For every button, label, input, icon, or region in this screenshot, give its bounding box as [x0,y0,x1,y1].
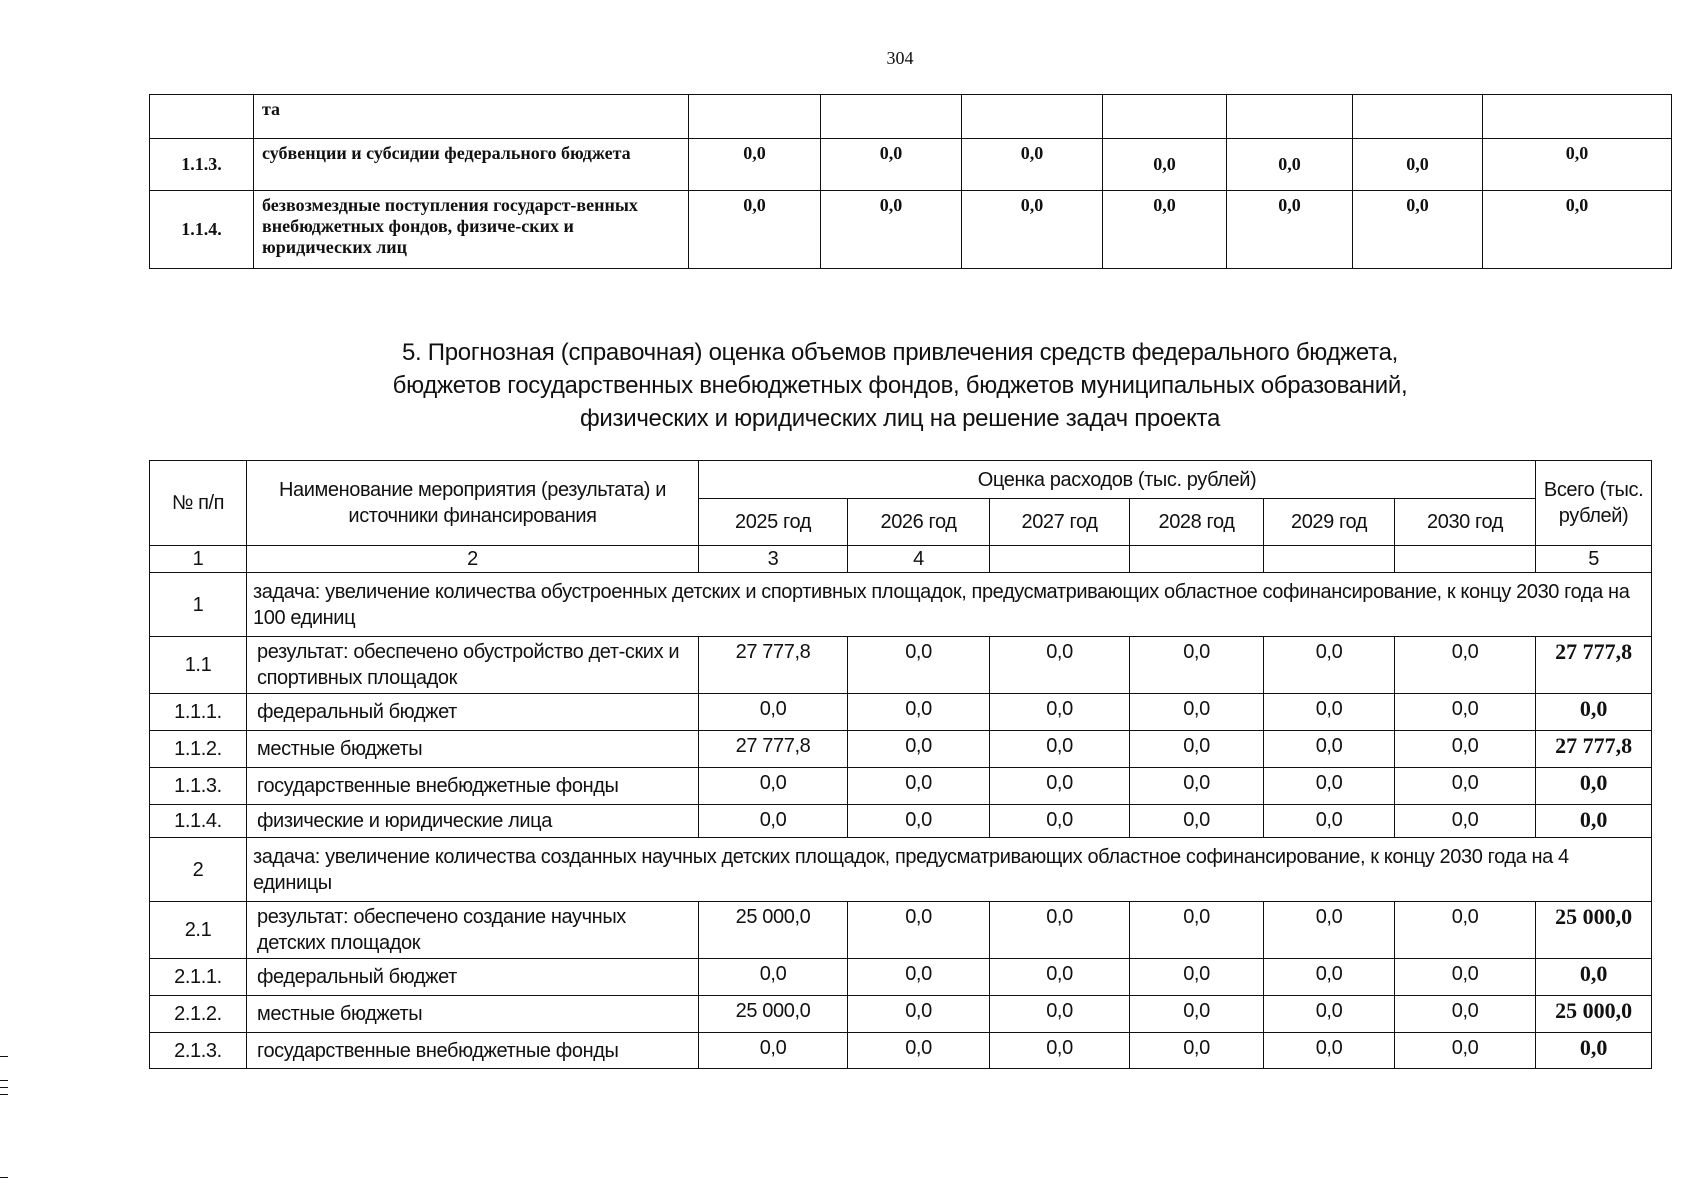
value-cell: 0,0 [848,731,990,768]
row-name: физические и юридические лица [247,805,699,838]
value-cell [1483,95,1672,139]
value-cell: 0,0 [689,191,821,269]
value-cell: 0,0 [1264,768,1395,805]
row-name: субвенции и субсидии федерального бюджета [254,139,689,191]
page-number: 304 [886,48,914,68]
row-number: 2.1.3. [150,1033,247,1069]
value-cell: 0,0 [1395,902,1536,959]
row-name: местные бюджеты [247,731,699,768]
value-cell: 0,0 [848,902,990,959]
total-cell: 27 777,8 [1536,637,1652,694]
funding-table [149,460,1652,1069]
value-cell: 0,0 [962,191,1103,269]
value-cell: 0,0 [990,996,1130,1033]
task-row [150,838,1652,902]
header-year: 2029 год [1264,499,1395,546]
task-text: задача: увеличение количества обустроенных детских и спортивных площадок, предусматривающих областное софинансирование, к концу 2030 года на 100 единиц [247,573,1652,637]
value-cell: 0,0 [990,768,1130,805]
value-cell: 0,0 [990,694,1130,731]
index-cell [1395,546,1536,573]
value-cell: 0,0 [689,139,821,191]
value-cell [1103,95,1227,139]
table-row [150,805,1652,838]
value-cell: 0,0 [1395,768,1536,805]
value-cell: 0,0 [1395,996,1536,1033]
value-cell [1227,95,1353,139]
value-cell: 0,0 [848,637,990,694]
value-cell: 0,0 [1130,1033,1264,1069]
value-cell: 25 000,0 [699,996,848,1033]
value-cell [689,95,821,139]
table-row [150,1033,1652,1069]
index-cell [1130,546,1264,573]
value-cell: 0,0 [1264,902,1395,959]
index-cell: 3 [699,546,848,573]
total-cell: 0,0 [1536,694,1652,731]
total-cell: 0,0 [1536,1033,1652,1069]
table-row [150,637,1652,694]
row-number: 1.1.3. [150,139,254,191]
value-cell: 0,0 [1395,805,1536,838]
total-cell: 27 777,8 [1536,731,1652,768]
task-row [150,573,1652,637]
row-number [150,95,254,139]
row-name: государственные внебюджетные фонды [247,768,699,805]
value-cell: 0,0 [1130,805,1264,838]
table-row [150,959,1652,996]
row-number: 1.1.1. [150,694,247,731]
header-year: 2027 год [990,499,1130,546]
value-cell: 0,0 [699,768,848,805]
row-name: федеральный бюджет [247,959,699,996]
table-row [150,139,1672,191]
value-cell: 0,0 [990,637,1130,694]
value-cell: 0,0 [1227,191,1353,269]
value-cell: 25 000,0 [699,902,848,959]
value-cell: 0,0 [990,1033,1130,1069]
value-cell: 0,0 [1264,731,1395,768]
row-name: безвозмездные поступления государст-венных внебюджетных фондов, физиче-ских и юридических лиц [254,191,689,269]
value-cell: 0,0 [1264,637,1395,694]
value-cell: 0,0 [848,694,990,731]
value-cell: 0,0 [1264,805,1395,838]
index-cell: 4 [848,546,990,573]
section-title-line: 5. Прогнозная (справочная) оценка объемов привлечения средств федерального бюджета, [401,339,1398,366]
value-cell: 0,0 [848,959,990,996]
margin-mark [0,1080,8,1081]
table-row [150,996,1652,1033]
value-cell: 0,0 [699,805,848,838]
index-cell [990,546,1130,573]
value-cell: 0,0 [848,996,990,1033]
row-name: результат: обеспечено обустройство дет-ских и спортивных площадок [247,637,699,694]
row-number: 2.1 [150,902,247,959]
row-name: результат: обеспечено создание научных детских площадок [247,902,699,959]
row-number: 2.1.2. [150,996,247,1033]
value-cell: 0,0 [1264,959,1395,996]
value-cell: 0,0 [848,768,990,805]
value-cell: 0,0 [848,1033,990,1069]
total-cell: 0,0 [1536,805,1652,838]
table-row [150,768,1652,805]
section-title-line: физических и юридических лиц на решение задач проекта [579,405,1221,432]
value-cell: 0,0 [1395,1033,1536,1069]
value-cell: 0,0 [1353,191,1483,269]
table-row [150,731,1652,768]
header-total: Всего (тыс. рублей) [1536,461,1652,546]
value-cell: 0,0 [699,959,848,996]
value-cell: 0,0 [990,731,1130,768]
row-number: 2 [150,838,247,902]
margin-mark [0,1056,8,1057]
margin-mark [0,1087,8,1088]
previous-table [149,94,1672,269]
total-cell: 0,0 [1536,959,1652,996]
value-cell: 0,0 [1227,139,1353,191]
row-number: 1.1.4. [150,191,254,269]
row-number: 1.1.3. [150,768,247,805]
value-cell: 0,0 [1130,637,1264,694]
table-row [150,902,1652,959]
margin-mark [0,1177,8,1178]
header-year: 2025 год [699,499,848,546]
index-cell: 1 [150,546,247,573]
value-cell: 0,0 [1130,996,1264,1033]
value-cell: 0,0 [1130,768,1264,805]
index-cell: 5 [1536,546,1652,573]
value-cell [1353,95,1483,139]
row-number: 1.1 [150,637,247,694]
value-cell: 0,0 [1264,694,1395,731]
value-cell: 0,0 [1130,731,1264,768]
header-estimate: Оценка расходов (тыс. рублей) [699,461,1536,499]
value-cell: 0,0 [821,191,962,269]
value-cell: 0,0 [990,805,1130,838]
table-row [150,191,1672,269]
value-cell: 0,0 [1103,191,1227,269]
index-row [150,546,1652,573]
header-num: № п/п [150,461,247,546]
value-cell: 0,0 [1395,959,1536,996]
row-number: 1.1.2. [150,731,247,768]
section-title [160,336,1640,435]
value-cell: 0,0 [962,139,1103,191]
header-name: Наименование мероприятия (результата) и источники финансирования [247,461,699,546]
header-year: 2026 год [848,499,990,546]
value-cell: 0,0 [1483,139,1672,191]
index-cell: 2 [247,546,699,573]
row-name: федеральный бюджет [247,694,699,731]
value-cell: 0,0 [1103,139,1227,191]
value-cell: 0,0 [1130,902,1264,959]
table-row [150,694,1652,731]
section-title-line: бюджетов государственных внебюджетных фондов, бюджетов муниципальных образований, [392,372,1408,399]
total-cell: 0,0 [1536,768,1652,805]
value-cell: 0,0 [1395,731,1536,768]
header-year: 2028 год [1130,499,1264,546]
margin-mark [0,1094,8,1095]
header-year: 2030 год [1395,499,1536,546]
value-cell [821,95,962,139]
value-cell: 0,0 [1395,637,1536,694]
row-number: 1 [150,573,247,637]
row-number: 2.1.1. [150,959,247,996]
row-name: местные бюджеты [247,996,699,1033]
row-number: 1.1.4. [150,805,247,838]
value-cell: 0,0 [1264,1033,1395,1069]
value-cell: 0,0 [1483,191,1672,269]
value-cell: 0,0 [1353,139,1483,191]
total-cell: 25 000,0 [1536,996,1652,1033]
header-row [150,461,1652,499]
total-cell: 25 000,0 [1536,902,1652,959]
value-cell: 0,0 [990,959,1130,996]
value-cell: 0,0 [1395,694,1536,731]
value-cell: 0,0 [1264,996,1395,1033]
row-name: та [254,95,689,139]
value-cell: 0,0 [1130,694,1264,731]
value-cell: 27 777,8 [699,637,848,694]
index-cell [1264,546,1395,573]
table-row [150,95,1672,139]
value-cell [962,95,1103,139]
value-cell: 0,0 [1130,959,1264,996]
value-cell: 0,0 [848,805,990,838]
value-cell: 0,0 [990,902,1130,959]
value-cell: 0,0 [699,1033,848,1069]
task-text: задача: увеличение количества созданных научных детских площадок, предусматривающих областное софинансирование, к концу 2030 года на 4 единицы [247,838,1652,902]
value-cell: 0,0 [699,694,848,731]
value-cell: 0,0 [821,139,962,191]
value-cell: 27 777,8 [699,731,848,768]
row-name: государственные внебюджетные фонды [247,1033,699,1069]
